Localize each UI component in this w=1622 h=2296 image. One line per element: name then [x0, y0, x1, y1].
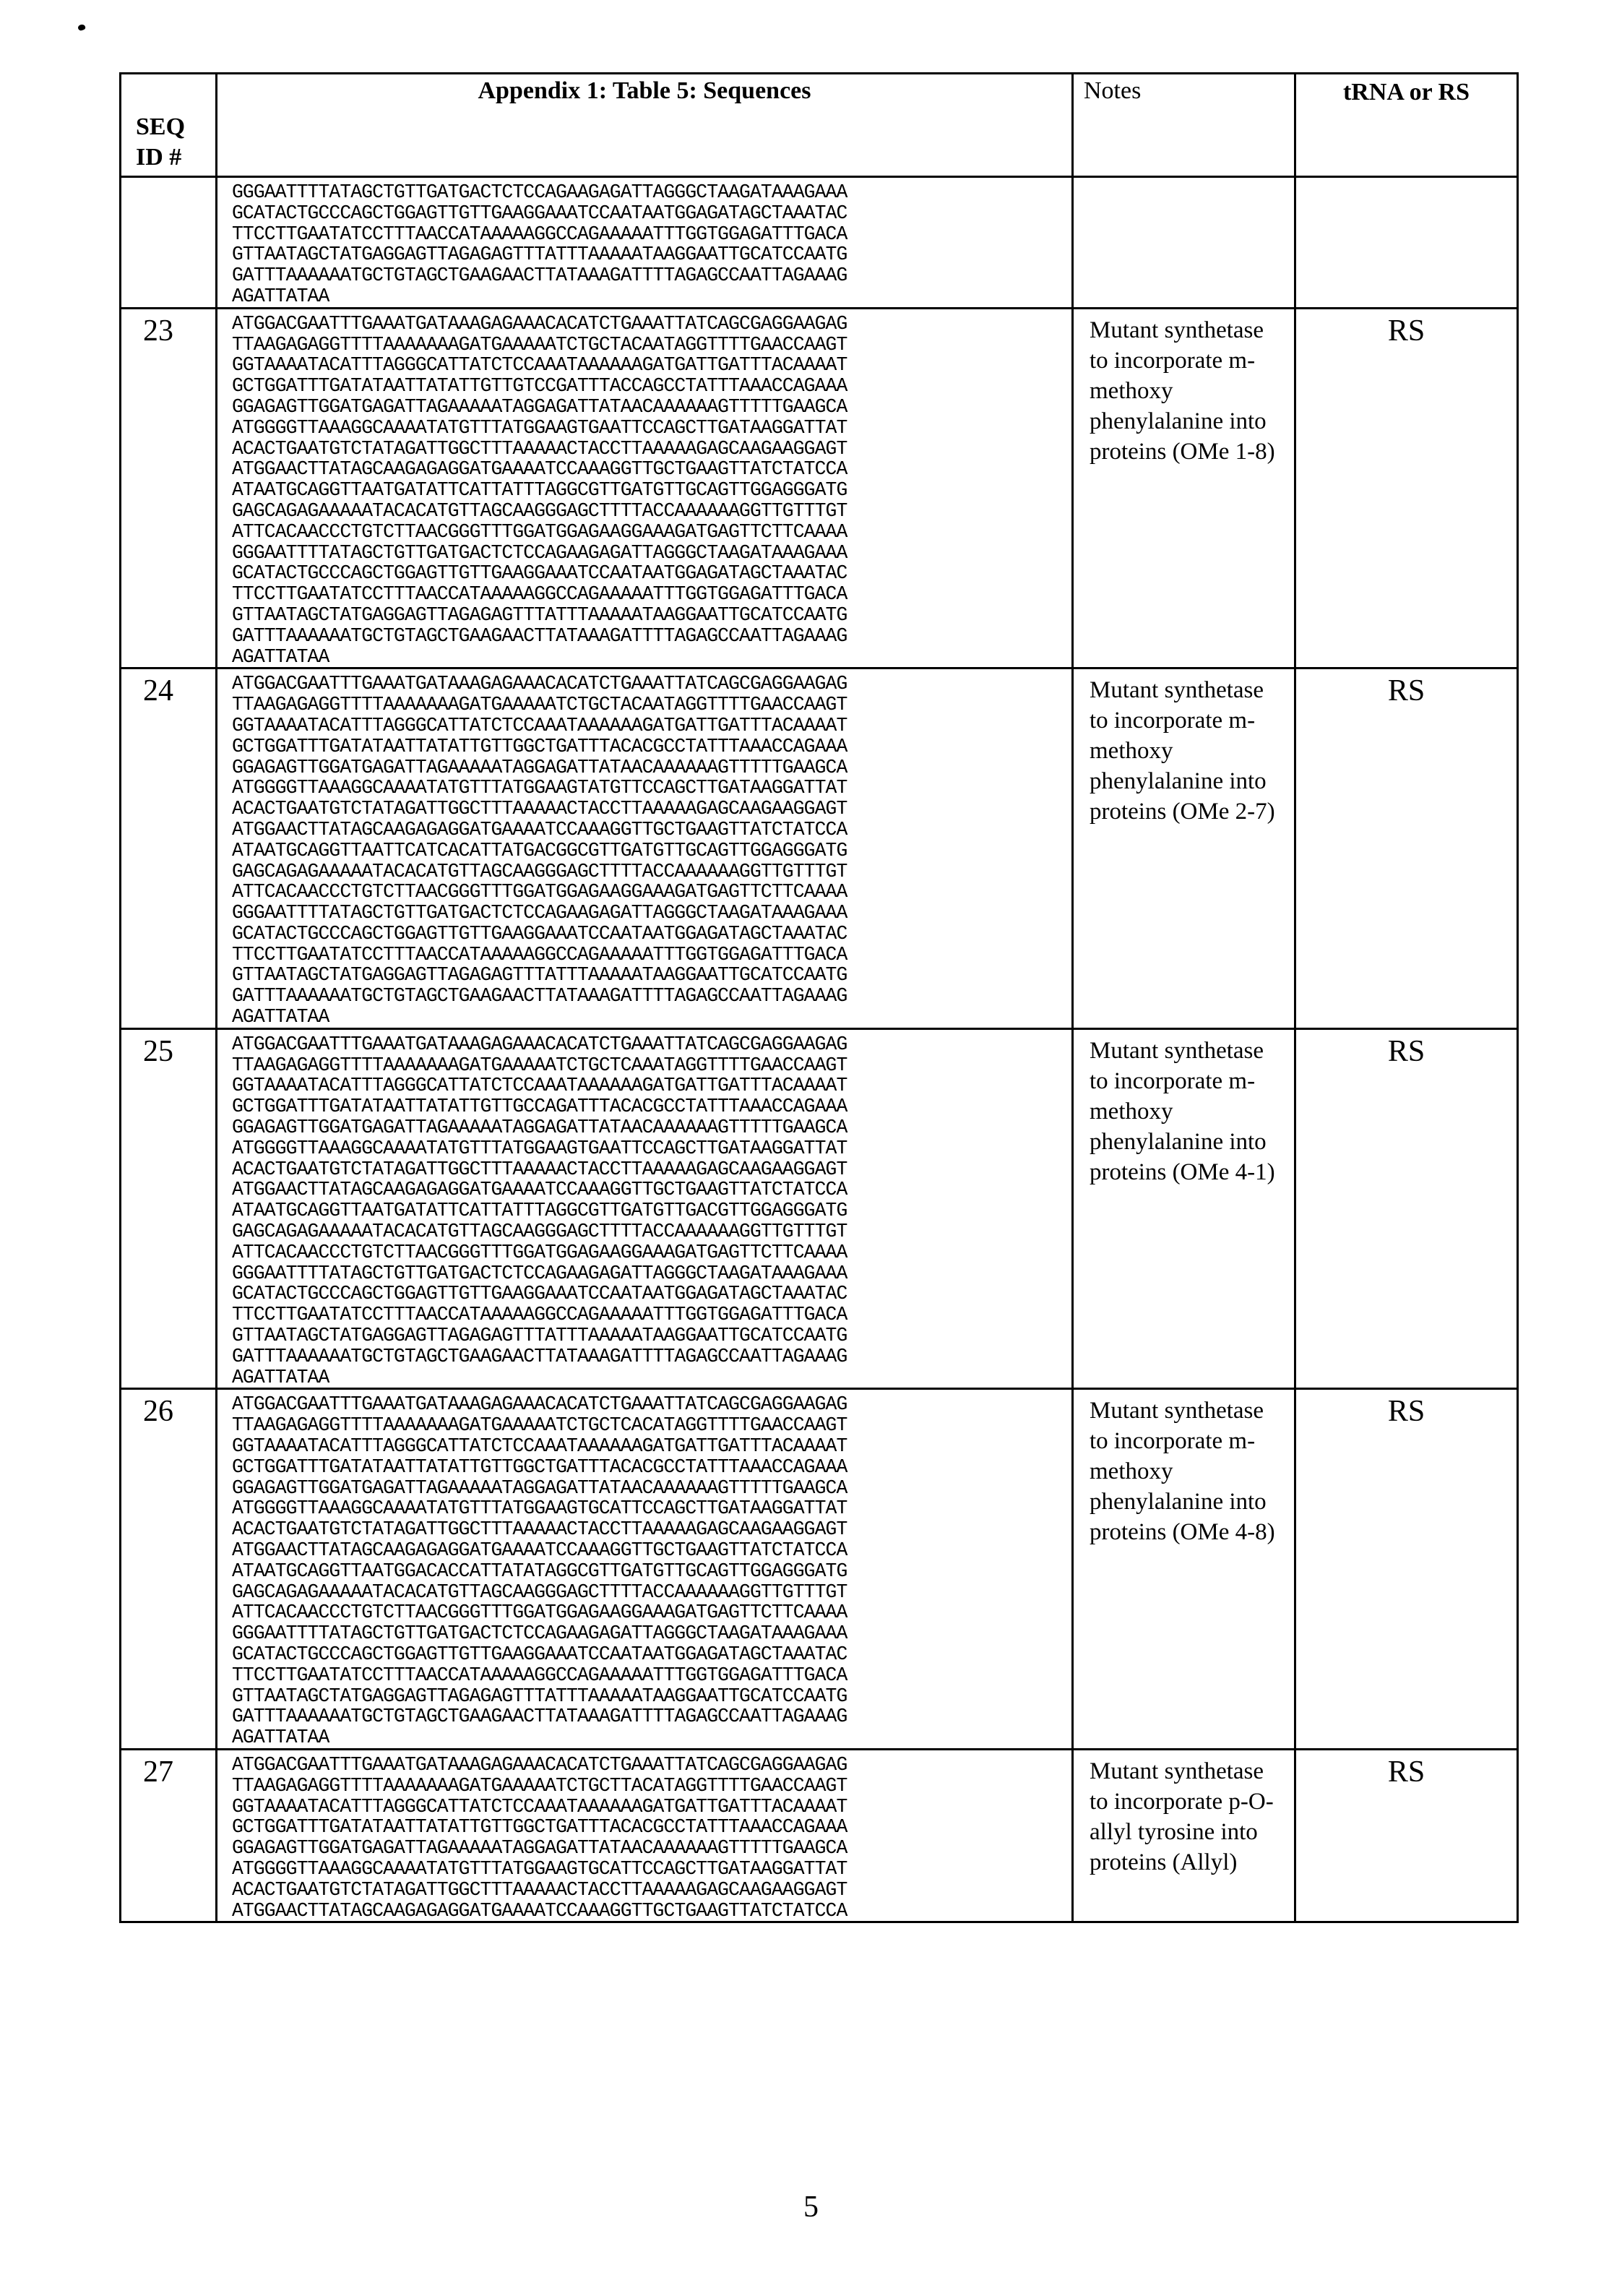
sequence-line: TTAAGAGAGGTTTTAAAAAAAGATGAAAAATCTGCTTACATAGGTTTTGAACCAAGT	[232, 1774, 847, 1797]
sequence-line: GGGAATTTTATAGCTGTTGATGACTCTCCAGAAGAGATTAGGGCTAAGATAAAGAAA	[232, 541, 847, 564]
sequence-line: GGAGAGTTGGATGAGATTAGAAAAATAGGAGATTATAACAAAAAAGTTTTTGAAGCA	[232, 1837, 847, 1859]
sequence-line: AGATTATAA	[232, 1366, 329, 1388]
sequence-line: ATGGGGTTAAAGGCAAAATATGTTTATGGAAGTGCATTCCAGCTTGATAAGGATTAT	[232, 1857, 847, 1880]
sequence-line: GAGCAGAGAAAAATACACATGTTAGCAAGGGAGCTTTTACCAAAAAAGGTTGTTTGT	[232, 1581, 847, 1603]
sequence-line: ATGGAACTTATAGCAAGAGAGGATGAAAATCCAAAGGTTGCTGAAGTTATCTATCCA	[232, 1539, 847, 1561]
sequence-line: GTTAATAGCTATGAGGAGTTAGAGAGTTTATTTAAAAATAAGGAATTGCATCCAATG	[232, 964, 847, 986]
seq-id-cell: 25	[121, 1028, 217, 1389]
notes-cell: Mutant synthetase to incorporate m-methoxy phenylalanine into proteins (OMe 4-8)	[1073, 1389, 1295, 1750]
sequence-line: GAGCAGAGAAAAATACACATGTTAGCAAGGGAGCTTTTACCAAAAAAGGTTGTTTGT	[232, 1221, 847, 1243]
sequence-line: GATTTAAAAAATGCTGTAGCTGAAGAACTTATAAAGATTTTAGAGCCAATTAGAAAG	[232, 265, 847, 287]
sequence-line: ATTCACAACCCTGTCTTAACGGGTTTGGATGGAGAAGGAAAGATGAGTTCTTCAAAA	[232, 1601, 847, 1624]
sequence-line: ACACTGAATGTCTATAGATTGGCTTTAAAAACTACCTTAAAAAGAGCAAGAAGGAGT	[232, 1518, 847, 1541]
sequence-cell	[217, 1389, 1073, 1750]
sequence-line: TTCCTTGAATATCCTTTAACCATAAAAAGGCCAGAAAAATTTGGTGGAGATTTGACA	[232, 943, 847, 966]
header-seq-id: SEQ ID #	[121, 74, 217, 177]
sequence-line: ACACTGAATGTCTATAGATTGGCTTTAAAAACTACCTTAAAAAGAGCAAGAAGGAGT	[232, 437, 847, 460]
sequence-line: ATTCACAACCCTGTCTTAACGGGTTTGGATGGAGAAGGAAAGATGAGTTCTTCAAAA	[232, 1241, 847, 1263]
sequence-line: ATGGAACTTATAGCAAGAGAGGATGAAAATCCAAAGGTTGCTGAAGTTATCTATCCA	[232, 818, 847, 840]
sequence-line: ATGGGGTTAAAGGCAAAATATGTTTATGGAAGTGCATTCCAGCTTGATAAGGATTAT	[232, 1497, 847, 1520]
sequence-line: GGTAAAATACATTTAGGGCATTATCTCCAAATAAAAAAGATGATTGATTTACAAAAT	[232, 1075, 847, 1097]
sequence-line: GGAGAGTTGGATGAGATTAGAAAAATAGGAGATTATAACAAAAAAGTTTTTGAAGCA	[232, 1117, 847, 1139]
sequences-table	[119, 72, 1519, 1923]
sequence-line: ATGGACGAATTTGAAATGATAAAGAGAAACACATCTGAAATTATCAGCGAGGAAGAG	[232, 1753, 847, 1776]
sequence-line: GGTAAAATACATTTAGGGCATTATCTCCAAATAAAAAAGATGATTGATTTACAAAAT	[232, 1435, 847, 1458]
table-body	[121, 177, 1518, 1922]
table-row	[121, 1389, 1518, 1750]
sequence-line: TTAAGAGAGGTTTTAAAAAAAGATGAAAAATCTGCTCAAATAGGTTTTGAACCAAGT	[232, 1054, 847, 1076]
sequence-line: ATGGGGTTAAAGGCAAAATATGTTTATGGAAGTATGTTCCAGCTTGATAAGGATTAT	[232, 777, 847, 799]
trna-or-rs-cell	[1295, 177, 1518, 309]
sequence-line: TTCCTTGAATATCCTTTAACCATAAAAAGGCCAGAAAAATTTGGTGGAGATTTGACA	[232, 1664, 847, 1686]
notes-cell	[1073, 177, 1295, 309]
sequence-line: ATAATGCAGGTTAATGGACACCATTATATAGGCGTTGATGTTGCAGTTGGAGGGATG	[232, 1560, 847, 1582]
sequence-line: ATGGGGTTAAAGGCAAAATATGTTTATGGAAGTGAATTCCAGCTTGATAAGGATTAT	[232, 416, 847, 439]
table-row	[121, 1028, 1518, 1389]
header-trna-or-rs: tRNA or RS	[1295, 74, 1518, 177]
sequence-line: GATTTAAAAAATGCTGTAGCTGAAGAACTTATAAAGATTTTAGAGCCAATTAGAAAG	[232, 985, 847, 1007]
sequence-line: ATGGGGTTAAAGGCAAAATATGTTTATGGAAGTGAATTCCAGCTTGATAAGGATTAT	[232, 1137, 847, 1159]
sequence-line: GGAGAGTTGGATGAGATTAGAAAAATAGGAGATTATAACAAAAAAGTTTTTGAAGCA	[232, 1476, 847, 1499]
table-row	[121, 1749, 1518, 1922]
sequence-line: AGATTATAA	[232, 645, 329, 668]
sequence-line: ATAATGCAGGTTAATTCATCACATTATGACGGCGTTGATGTTGCAGTTGGAGGGATG	[232, 839, 847, 861]
table-row	[121, 668, 1518, 1029]
sequence-cell	[217, 308, 1073, 668]
trna-or-rs-cell: RS	[1295, 1749, 1518, 1922]
sequence-line: TTAAGAGAGGTTTTAAAAAAAGATGAAAAATCTGCTACAATAGGTTTTGAACCAAGT	[232, 694, 847, 716]
sequence-line: TTAAGAGAGGTTTTAAAAAAAGATGAAAAATCTGCTACAATAGGTTTTGAACCAAGT	[232, 333, 847, 356]
sequence-line: GTTAATAGCTATGAGGAGTTAGAGAGTTTATTTAAAAATAAGGAATTGCATCCAATG	[232, 1685, 847, 1707]
sequence-line: ATGGACGAATTTGAAATGATAAAGAGAAACACATCTGAAATTATCAGCGAGGAAGAG	[232, 312, 847, 335]
sequence-line: GGTAAAATACATTTAGGGCATTATCTCCAAATAAAAAAGATGATTGATTTACAAAAT	[232, 1795, 847, 1818]
notes-cell: Mutant synthetase to incorporate m-methoxy phenylalanine into proteins (OMe 4-1)	[1073, 1028, 1295, 1389]
sequence-line: GGAGAGTTGGATGAGATTAGAAAAATAGGAGATTATAACAAAAAAGTTTTTGAAGCA	[232, 756, 847, 778]
seq-id-cell	[121, 177, 217, 309]
sequence-line: GGTAAAATACATTTAGGGCATTATCTCCAAATAAAAAAGATGATTGATTTACAAAAT	[232, 354, 847, 377]
notes-cell: Mutant synthetase to incorporate m-methoxy phenylalanine into proteins (OMe 1-8)	[1073, 308, 1295, 668]
sequence-line: ATGGAACTTATAGCAAGAGAGGATGAAAATCCAAAGGTTGCTGAAGTTATCTATCCA	[232, 458, 847, 481]
sequence-cell	[217, 668, 1073, 1029]
sequence-line: GGGAATTTTATAGCTGTTGATGACTCTCCAGAAGAGATTAGGGCTAAGATAAAGAAA	[232, 181, 847, 203]
sequence-cell	[217, 1749, 1073, 1922]
sequence-line: GCATACTGCCCAGCTGGAGTTGTTGAAGGAAATCCAATAATGGAGATAGCTAAATAC	[232, 1643, 847, 1665]
table-row	[121, 308, 1518, 668]
trna-or-rs-cell: RS	[1295, 1389, 1518, 1750]
sequence-line: GTTAATAGCTATGAGGAGTTAGAGAGTTTATTTAAAAATAAGGAATTGCATCCAATG	[232, 1325, 847, 1347]
sequence-line: GCATACTGCCCAGCTGGAGTTGTTGAAGGAAATCCAATAATGGAGATAGCTAAATAC	[232, 922, 847, 945]
sequence-line: GCTGGATTTGATATAATTATATTGTTGTCCGATTTACCAGCCTATTTAAACCAGAAA	[232, 375, 847, 397]
trna-or-rs-cell: RS	[1295, 308, 1518, 668]
sequence-line: GATTTAAAAAATGCTGTAGCTGAAGAACTTATAAAGATTTTAGAGCCAATTAGAAAG	[232, 1345, 847, 1367]
sequence-line: AGATTATAA	[232, 1727, 329, 1749]
sequence-line: ATGGAACTTATAGCAAGAGAGGATGAAAATCCAAAGGTTGCTGAAGTTATCTATCCA	[232, 1179, 847, 1201]
sequence-line: TTCCTTGAATATCCTTTAACCATAAAAAGGCCAGAAAAATTTGGTGGAGATTTGACA	[232, 1304, 847, 1326]
page-number: 5	[803, 2190, 819, 2224]
scan-artifact-mark	[77, 24, 86, 32]
sequence-line: ATAATGCAGGTTAATGATATTCATTATTTAGGCGTTGATGTTGCAGTTGGAGGGATG	[232, 479, 847, 502]
sequence-line: GCTGGATTTGATATAATTATATTGTTGGCTGATTTACACGCCTATTTAAACCAGAAA	[232, 1456, 847, 1478]
sequence-line: ACACTGAATGTCTATAGATTGGCTTTAAAAACTACCTTAAAAAGAGCAAGAAGGAGT	[232, 798, 847, 820]
notes-cell: Mutant synthetase to incorporate p-O-allyl tyrosine into proteins (Allyl)	[1073, 1749, 1295, 1922]
sequence-line: GCATACTGCCCAGCTGGAGTTGTTGAAGGAAATCCAATAATGGAGATAGCTAAATAC	[232, 1283, 847, 1305]
sequence-cell	[217, 177, 1073, 309]
sequence-line: ATTCACAACCCTGTCTTAACGGGTTTGGATGGAGAAGGAAAGATGAGTTCTTCAAAA	[232, 881, 847, 903]
sequence-line: ACACTGAATGTCTATAGATTGGCTTTAAAAACTACCTTAAAAAGAGCAAGAAGGAGT	[232, 1158, 847, 1180]
sequence-line: AGATTATAA	[232, 285, 329, 307]
sequence-line: TTCCTTGAATATCCTTTAACCATAAAAAGGCCAGAAAAATTTGGTGGAGATTTGACA	[232, 223, 847, 245]
sequence-line: GTTAATAGCTATGAGGAGTTAGAGAGTTTATTTAAAAATAAGGAATTGCATCCAATG	[232, 603, 847, 626]
trna-or-rs-cell: RS	[1295, 668, 1518, 1029]
sequence-line: TTCCTTGAATATCCTTTAACCATAAAAAGGCCAGAAAAATTTGGTGGAGATTTGACA	[232, 583, 847, 606]
seq-id-cell: 23	[121, 308, 217, 668]
sequence-line: ACACTGAATGTCTATAGATTGGCTTTAAAAACTACCTTAAAAAGAGCAAGAAGGAGT	[232, 1878, 847, 1901]
sequence-line: GATTTAAAAAATGCTGTAGCTGAAGAACTTATAAAGATTTTAGAGCCAATTAGAAAG	[232, 1706, 847, 1728]
seq-id-cell: 24	[121, 668, 217, 1029]
sequence-line: GGAGAGTTGGATGAGATTAGAAAAATAGGAGATTATAACAAAAAAGTTTTTGAAGCA	[232, 395, 847, 418]
sequence-line: GCTGGATTTGATATAATTATATTGTTGGCTGATTTACACGCCTATTTAAACCAGAAA	[232, 735, 847, 757]
sequence-line: GCATACTGCCCAGCTGGAGTTGTTGAAGGAAATCCAATAATGGAGATAGCTAAATAC	[232, 562, 847, 585]
sequence-line: GAGCAGAGAAAAATACACATGTTAGCAAGGGAGCTTTTACCAAAAAAGGTTGTTTGT	[232, 499, 847, 522]
sequence-line: GGGAATTTTATAGCTGTTGATGACTCTCCAGAAGAGATTAGGGCTAAGATAAAGAAA	[232, 1622, 847, 1645]
sequence-line: ATGGACGAATTTGAAATGATAAAGAGAAACACATCTGAAATTATCAGCGAGGAAGAG	[232, 1033, 847, 1055]
sequence-line: GCTGGATTTGATATAATTATATTGTTGCCAGATTTACACGCCTATTTAAACCAGAAA	[232, 1096, 847, 1118]
sequence-line: GCATACTGCCCAGCTGGAGTTGTTGAAGGAAATCCAATAATGGAGATAGCTAAATAC	[232, 202, 847, 224]
header-notes: Notes	[1073, 74, 1295, 177]
sequence-line: ATAATGCAGGTTAATGATATTCATTATTTAGGCGTTGATGTTGACGTTGGAGGGATG	[232, 1200, 847, 1222]
sequence-line: TTAAGAGAGGTTTTAAAAAAAGATGAAAAATCTGCTCACATAGGTTTTGAACCAAGT	[232, 1414, 847, 1437]
sequence-line: GTTAATAGCTATGAGGAGTTAGAGAGTTTATTTAAAAATAAGGAATTGCATCCAATG	[232, 244, 847, 266]
table-row	[121, 177, 1518, 309]
sequence-line: GAGCAGAGAAAAATACACATGTTAGCAAGGGAGCTTTTACCAAAAAAGGTTGTTTGT	[232, 860, 847, 882]
table-header-row	[121, 74, 1518, 177]
sequence-line: ATGGACGAATTTGAAATGATAAAGAGAAACACATCTGAAATTATCAGCGAGGAAGAG	[232, 673, 847, 695]
sequence-line: GGTAAAATACATTTAGGGCATTATCTCCAAATAAAAAAGATGATTGATTTACAAAAT	[232, 714, 847, 736]
header-table-title: Appendix 1: Table 5: Sequences	[217, 74, 1073, 177]
sequence-line: GGGAATTTTATAGCTGTTGATGACTCTCCAGAAGAGATTAGGGCTAAGATAAAGAAA	[232, 1262, 847, 1284]
trna-or-rs-cell: RS	[1295, 1028, 1518, 1389]
seq-id-cell: 27	[121, 1749, 217, 1922]
sequence-line: GATTTAAAAAATGCTGTAGCTGAAGAACTTATAAAGATTTTAGAGCCAATTAGAAAG	[232, 624, 847, 647]
sequence-line: GGGAATTTTATAGCTGTTGATGACTCTCCAGAAGAGATTAGGGCTAAGATAAAGAAA	[232, 902, 847, 924]
sequence-line: GCTGGATTTGATATAATTATATTGTTGGCTGATTTACACGCCTATTTAAACCAGAAA	[232, 1816, 847, 1839]
sequence-line: ATGGACGAATTTGAAATGATAAAGAGAAACACATCTGAAATTATCAGCGAGGAAGAG	[232, 1393, 847, 1416]
sequence-line: ATGGAACTTATAGCAAGAGAGGATGAAAATCCAAAGGTTGCTGAAGTTATCTATCCA	[232, 1899, 847, 1922]
sequence-line: AGATTATAA	[232, 1006, 329, 1028]
notes-cell: Mutant synthetase to incorporate m-methoxy phenylalanine into proteins (OMe 2-7)	[1073, 668, 1295, 1029]
sequence-line: ATTCACAACCCTGTCTTAACGGGTTTGGATGGAGAAGGAAAGATGAGTTCTTCAAAA	[232, 520, 847, 543]
sequence-cell	[217, 1028, 1073, 1389]
seq-id-cell: 26	[121, 1389, 217, 1750]
